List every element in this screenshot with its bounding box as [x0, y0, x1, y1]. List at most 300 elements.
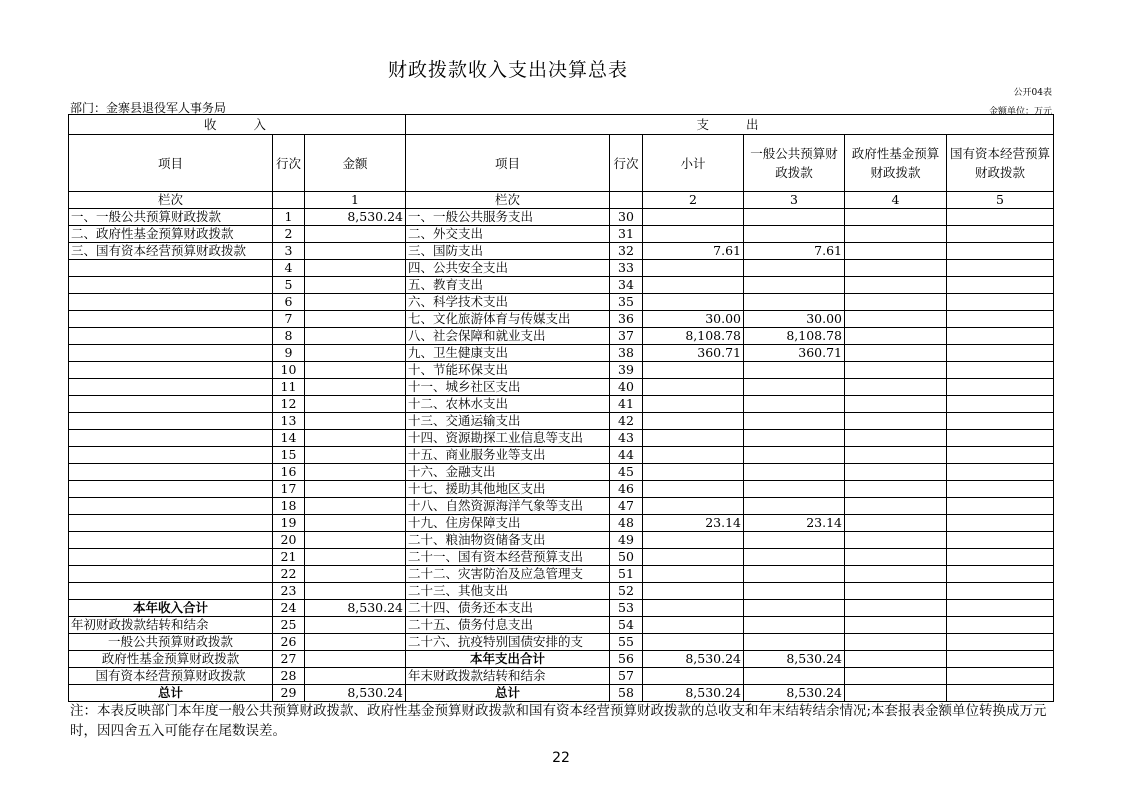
income-amount-cell	[305, 515, 406, 532]
expense-line-cell: 42	[610, 413, 643, 430]
expense-line-cell: 58	[610, 685, 643, 702]
gov-fund-cell	[845, 345, 947, 362]
table-row	[69, 600, 1054, 617]
soe-budget-cell	[947, 379, 1054, 396]
income-item-cell: 国有资本经营预算财政拨款	[69, 668, 273, 685]
subtotal-cell: 360.71	[643, 345, 744, 362]
expense-item-cell: 二、外交支出	[406, 226, 610, 243]
income-amount-cell	[305, 379, 406, 396]
table-row	[69, 260, 1054, 277]
gov-fund-cell	[845, 209, 947, 226]
income-item-cell: 年初财政拨款结转和结余	[69, 617, 273, 634]
expense-line-cell: 45	[610, 464, 643, 481]
soe-budget-cell	[947, 464, 1054, 481]
subtotal-cell	[643, 583, 744, 600]
income-amount-header: 金额	[305, 135, 406, 192]
general-budget-cell	[744, 481, 845, 498]
subtotal-cell: 7.61	[643, 243, 744, 260]
income-item-cell	[69, 379, 273, 396]
subtotal-cell: 8,530.24	[643, 685, 744, 702]
section-header-row	[69, 115, 1054, 135]
table-row	[69, 583, 1054, 600]
subtotal-cell	[643, 379, 744, 396]
expense-item-cell: 六、科学技术支出	[406, 294, 610, 311]
expense-item-cell: 一、一般公共服务支出	[406, 209, 610, 226]
general-budget-cell	[744, 617, 845, 634]
expense-line-cell: 30	[610, 209, 643, 226]
income-amount-cell	[305, 549, 406, 566]
income-amount-cell	[305, 430, 406, 447]
income-amount-cell	[305, 498, 406, 515]
expense-line-cell: 32	[610, 243, 643, 260]
subtotal-cell	[643, 430, 744, 447]
table-row	[69, 464, 1054, 481]
gov-fund-cell	[845, 430, 947, 447]
table-row	[69, 515, 1054, 532]
income-item-cell	[69, 362, 273, 379]
subtotal-cell: 30.00	[643, 311, 744, 328]
income-amount-cell	[305, 362, 406, 379]
general-budget-cell	[744, 600, 845, 617]
expense-line-cell: 56	[610, 651, 643, 668]
expense-line-cell: 40	[610, 379, 643, 396]
income-amount-cell	[305, 634, 406, 651]
general-budget-cell	[744, 294, 845, 311]
income-item-header: 项目	[69, 135, 273, 192]
expense-line-cell: 31	[610, 226, 643, 243]
table-row	[69, 685, 1054, 702]
table-row	[69, 396, 1054, 413]
gov-fund-cell	[845, 617, 947, 634]
general-budget-cell	[744, 379, 845, 396]
soe-budget-cell	[947, 685, 1054, 702]
table-row	[69, 379, 1054, 396]
gov-fund-cell	[845, 396, 947, 413]
income-item-cell	[69, 277, 273, 294]
table-row	[69, 413, 1054, 430]
table-row	[69, 668, 1054, 685]
table-row	[69, 634, 1054, 651]
income-item-cell	[69, 566, 273, 583]
gov-fund-cell	[845, 566, 947, 583]
subtotal-cell	[643, 260, 744, 277]
soe-budget-cell	[947, 447, 1054, 464]
expense-line-cell: 35	[610, 294, 643, 311]
expense-item-cell: 十二、农林水支出	[406, 396, 610, 413]
general-budget-cell	[744, 634, 845, 651]
table-row	[69, 566, 1054, 583]
col-label: 栏次	[69, 192, 273, 209]
subtotal-cell	[643, 634, 744, 651]
income-amount-cell	[305, 277, 406, 294]
general-budget-header: 一般公共预算财政拨款	[744, 135, 845, 192]
income-line-cell: 23	[273, 583, 305, 600]
expense-line-header: 行次	[610, 135, 643, 192]
soe-budget-cell	[947, 634, 1054, 651]
expense-item-cell: 十九、住房保障支出	[406, 515, 610, 532]
income-line-cell: 21	[273, 549, 305, 566]
expense-item-cell: 九、卫生健康支出	[406, 345, 610, 362]
table-row	[69, 549, 1054, 566]
expense-line-cell: 41	[610, 396, 643, 413]
income-amount-cell	[305, 481, 406, 498]
income-amount-cell	[305, 532, 406, 549]
col-blank	[273, 192, 305, 209]
income-line-cell: 4	[273, 260, 305, 277]
gov-fund-cell	[845, 294, 947, 311]
income-line-cell: 17	[273, 481, 305, 498]
income-line-cell: 8	[273, 328, 305, 345]
subtotal-cell: 8,530.24	[643, 651, 744, 668]
gov-fund-cell	[845, 277, 947, 294]
income-line-cell: 10	[273, 362, 305, 379]
subtotal-cell	[643, 294, 744, 311]
income-item-cell	[69, 430, 273, 447]
expense-line-cell: 48	[610, 515, 643, 532]
expense-item-cell: 十八、自然资源海洋气象等支出	[406, 498, 610, 515]
soe-budget-cell	[947, 617, 1054, 634]
income-line-cell: 7	[273, 311, 305, 328]
general-budget-cell	[744, 464, 845, 481]
income-amount-cell	[305, 651, 406, 668]
expense-item-cell: 十、节能环保支出	[406, 362, 610, 379]
income-amount-cell	[305, 583, 406, 600]
expense-line-cell: 39	[610, 362, 643, 379]
income-item-cell	[69, 294, 273, 311]
subtotal-cell	[643, 532, 744, 549]
income-amount-cell	[305, 464, 406, 481]
expense-line-cell: 54	[610, 617, 643, 634]
income-line-cell: 13	[273, 413, 305, 430]
table-row	[69, 277, 1054, 294]
general-budget-cell	[744, 668, 845, 685]
income-amount-cell: 8,530.24	[305, 600, 406, 617]
income-item-cell: 一、一般公共预算财政拨款	[69, 209, 273, 226]
income-line-cell: 3	[273, 243, 305, 260]
unit-label: 金额单位：万元	[988, 107, 1052, 117]
soe-budget-cell	[947, 243, 1054, 260]
expense-section-header: 支 出	[406, 115, 1054, 135]
soe-budget-cell	[947, 498, 1054, 515]
gov-fund-cell	[845, 668, 947, 685]
income-item-cell	[69, 481, 273, 498]
gov-fund-cell	[845, 311, 947, 328]
soe-budget-cell	[947, 396, 1054, 413]
income-item-cell: 二、政府性基金预算财政拨款	[69, 226, 273, 243]
expense-line-cell: 51	[610, 566, 643, 583]
income-amount-cell	[305, 294, 406, 311]
soe-budget-cell	[947, 651, 1054, 668]
income-item-cell	[69, 532, 273, 549]
subtotal-cell	[643, 396, 744, 413]
col-2: 2	[643, 192, 744, 209]
income-item-cell	[69, 515, 273, 532]
subtotal-cell	[643, 668, 744, 685]
income-amount-cell	[305, 396, 406, 413]
subtotal-cell	[643, 447, 744, 464]
expense-line-cell: 52	[610, 583, 643, 600]
income-item-cell	[69, 583, 273, 600]
table-row	[69, 651, 1054, 668]
income-item-cell	[69, 464, 273, 481]
subtotal-cell	[643, 413, 744, 430]
general-budget-cell	[744, 532, 845, 549]
gov-fund-cell	[845, 328, 947, 345]
gov-fund-cell	[845, 532, 947, 549]
expense-line-cell: 37	[610, 328, 643, 345]
income-line-cell: 25	[273, 617, 305, 634]
page-title: 财政拨款收入支出决算总表	[387, 59, 628, 81]
expense-item-cell: 七、文化旅游体育与传媒支出	[406, 311, 610, 328]
income-amount-cell	[305, 413, 406, 430]
soe-budget-cell	[947, 413, 1054, 430]
subtotal-cell	[643, 600, 744, 617]
expense-line-cell: 50	[610, 549, 643, 566]
general-budget-cell	[744, 447, 845, 464]
gov-fund-cell	[845, 583, 947, 600]
subtotal-cell	[643, 209, 744, 226]
income-item-cell	[69, 396, 273, 413]
soe-budget-cell	[947, 277, 1054, 294]
gov-fund-cell	[845, 651, 947, 668]
table-row	[69, 447, 1054, 464]
income-item-cell: 政府性基金预算财政拨款	[69, 651, 273, 668]
general-budget-cell	[744, 583, 845, 600]
income-item-cell	[69, 311, 273, 328]
column-number-row	[69, 192, 1054, 209]
income-line-cell: 24	[273, 600, 305, 617]
income-amount-cell	[305, 328, 406, 345]
income-line-cell: 26	[273, 634, 305, 651]
gov-fund-cell	[845, 464, 947, 481]
expense-item-cell: 十三、交通运输支出	[406, 413, 610, 430]
gov-fund-cell	[845, 260, 947, 277]
general-budget-cell: 8,108.78	[744, 328, 845, 345]
expense-line-cell: 47	[610, 498, 643, 515]
soe-budget-cell	[947, 481, 1054, 498]
subtotal-cell	[643, 226, 744, 243]
col-3: 3	[744, 192, 845, 209]
income-item-cell	[69, 328, 273, 345]
col-blank-2	[610, 192, 643, 209]
income-item-cell	[69, 498, 273, 515]
subtotal-cell	[643, 464, 744, 481]
general-budget-cell: 360.71	[744, 345, 845, 362]
income-line-cell: 1	[273, 209, 305, 226]
expense-line-cell: 46	[610, 481, 643, 498]
table-row	[69, 617, 1054, 634]
general-budget-cell	[744, 430, 845, 447]
gov-fund-cell	[845, 379, 947, 396]
gov-fund-cell	[845, 600, 947, 617]
subtotal-cell	[643, 617, 744, 634]
general-budget-cell	[744, 260, 845, 277]
soe-budget-cell	[947, 294, 1054, 311]
subtotal-cell: 23.14	[643, 515, 744, 532]
soe-budget-cell	[947, 549, 1054, 566]
income-item-cell: 一般公共预算财政拨款	[69, 634, 273, 651]
gov-fund-cell	[845, 447, 947, 464]
income-line-cell: 20	[273, 532, 305, 549]
general-budget-cell	[744, 362, 845, 379]
income-line-cell: 16	[273, 464, 305, 481]
table-row	[69, 243, 1054, 260]
gov-fund-cell	[845, 498, 947, 515]
expense-item-cell: 十一、城乡社区支出	[406, 379, 610, 396]
subtotal-cell	[643, 277, 744, 294]
general-budget-cell	[744, 566, 845, 583]
income-line-cell: 5	[273, 277, 305, 294]
income-line-cell: 27	[273, 651, 305, 668]
gov-fund-cell	[845, 515, 947, 532]
subtotal-cell	[643, 498, 744, 515]
soe-budget-header: 国有资本经营预算财政拨款	[947, 135, 1054, 192]
soe-budget-cell	[947, 566, 1054, 583]
income-item-cell	[69, 260, 273, 277]
col-4: 4	[845, 192, 947, 209]
income-line-cell: 12	[273, 396, 305, 413]
footnote: 注：本表反映部门本年度一般公共预算财政拨款、政府性基金预算财政拨款和国有资本经营预算财政拨款的总收支和年末结转结余情况;本套报表金额单位转换成万元时，因四舍五入可能存在尾数误差。	[70, 703, 1047, 739]
expense-line-cell: 53	[610, 600, 643, 617]
expense-item-cell: 五、教育支出	[406, 277, 610, 294]
income-amount-cell	[305, 311, 406, 328]
income-amount-cell	[305, 226, 406, 243]
gov-fund-cell	[845, 481, 947, 498]
table-row	[69, 532, 1054, 549]
income-item-cell: 本年收入合计	[69, 600, 273, 617]
subtotal-cell: 8,108.78	[643, 328, 744, 345]
expense-item-cell: 二十三、其他支出	[406, 583, 610, 600]
general-budget-cell	[744, 209, 845, 226]
expense-item-cell: 二十四、债务还本支出	[406, 600, 610, 617]
expense-line-cell: 34	[610, 277, 643, 294]
gov-fund-header: 政府性基金预算财政拨款	[845, 135, 947, 192]
col-1: 1	[305, 192, 406, 209]
expense-item-cell: 二十六、抗疫特别国债安排的支	[406, 634, 610, 651]
table-row	[69, 498, 1054, 515]
general-budget-cell	[744, 413, 845, 430]
expense-line-cell: 57	[610, 668, 643, 685]
general-budget-cell: 7.61	[744, 243, 845, 260]
general-budget-cell	[744, 549, 845, 566]
fiscal-summary-table	[68, 114, 1054, 702]
income-line-cell: 6	[273, 294, 305, 311]
gov-fund-cell	[845, 362, 947, 379]
income-line-cell: 15	[273, 447, 305, 464]
income-amount-cell	[305, 566, 406, 583]
expense-item-cell: 二十五、债务付息支出	[406, 617, 610, 634]
gov-fund-cell	[845, 549, 947, 566]
expense-item-cell: 三、国防支出	[406, 243, 610, 260]
soe-budget-cell	[947, 328, 1054, 345]
soe-budget-cell	[947, 583, 1054, 600]
income-amount-cell	[305, 617, 406, 634]
income-item-cell	[69, 345, 273, 362]
income-line-cell: 2	[273, 226, 305, 243]
soe-budget-cell	[947, 668, 1054, 685]
income-amount-cell: 8,530.24	[305, 685, 406, 702]
general-budget-cell	[744, 226, 845, 243]
table-row	[69, 345, 1054, 362]
income-line-cell: 29	[273, 685, 305, 702]
soe-budget-cell	[947, 345, 1054, 362]
expense-item-cell: 本年支出合计	[406, 651, 610, 668]
col-label-2: 栏次	[406, 192, 610, 209]
income-amount-cell	[305, 447, 406, 464]
soe-budget-cell	[947, 311, 1054, 328]
gov-fund-cell	[845, 226, 947, 243]
general-budget-cell	[744, 277, 845, 294]
table-row	[69, 209, 1054, 226]
soe-budget-cell	[947, 430, 1054, 447]
gov-fund-cell	[845, 243, 947, 260]
expense-item-cell: 总计	[406, 685, 610, 702]
expense-line-cell: 33	[610, 260, 643, 277]
subtotal-cell	[643, 549, 744, 566]
subtotal-header: 小计	[643, 135, 744, 192]
expense-item-cell: 十六、金融支出	[406, 464, 610, 481]
income-line-cell: 22	[273, 566, 305, 583]
subtotal-cell	[643, 481, 744, 498]
income-item-cell	[69, 447, 273, 464]
expense-item-header: 项目	[406, 135, 610, 192]
general-budget-cell	[744, 498, 845, 515]
income-amount-cell	[305, 345, 406, 362]
income-item-cell: 三、国有资本经营预算财政拨款	[69, 243, 273, 260]
table-row	[69, 226, 1054, 243]
income-line-cell: 18	[273, 498, 305, 515]
general-budget-cell: 8,530.24	[744, 685, 845, 702]
expense-line-cell: 49	[610, 532, 643, 549]
income-amount-cell: 8,530.24	[305, 209, 406, 226]
table-row	[69, 328, 1054, 345]
income-line-cell: 11	[273, 379, 305, 396]
income-line-cell: 28	[273, 668, 305, 685]
gov-fund-cell	[845, 685, 947, 702]
subtotal-cell	[643, 362, 744, 379]
expense-item-cell: 二十一、国有资本经营预算支出	[406, 549, 610, 566]
form-number: 公开04表	[1013, 88, 1052, 98]
income-line-header: 行次	[273, 135, 305, 192]
expense-item-cell: 八、社会保障和就业支出	[406, 328, 610, 345]
general-budget-cell: 8,530.24	[744, 651, 845, 668]
income-amount-cell	[305, 243, 406, 260]
general-budget-cell: 30.00	[744, 311, 845, 328]
column-header-row	[69, 135, 1054, 192]
table-row	[69, 430, 1054, 447]
page-number: 22	[552, 750, 570, 766]
income-item-cell	[69, 549, 273, 566]
expense-item-cell: 十七、援助其他地区支出	[406, 481, 610, 498]
soe-budget-cell	[947, 600, 1054, 617]
expense-item-cell: 四、公共安全支出	[406, 260, 610, 277]
expense-line-cell: 43	[610, 430, 643, 447]
table-row	[69, 294, 1054, 311]
table-row	[69, 481, 1054, 498]
soe-budget-cell	[947, 260, 1054, 277]
income-line-cell: 14	[273, 430, 305, 447]
expense-item-cell: 十五、商业服务业等支出	[406, 447, 610, 464]
expense-item-cell: 二十二、灾害防治及应急管理支	[406, 566, 610, 583]
general-budget-cell	[744, 396, 845, 413]
income-amount-cell	[305, 668, 406, 685]
gov-fund-cell	[845, 413, 947, 430]
soe-budget-cell	[947, 209, 1054, 226]
soe-budget-cell	[947, 515, 1054, 532]
gov-fund-cell	[845, 634, 947, 651]
expense-line-cell: 38	[610, 345, 643, 362]
department-label: 部门：金寨县退役军人事务局	[70, 101, 227, 115]
